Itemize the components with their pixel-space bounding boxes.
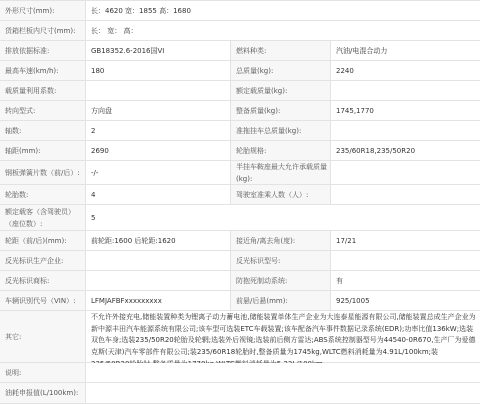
- field-value: [85, 383, 480, 403]
- field-value: 长： 宽： 高：: [85, 21, 480, 40]
- field-label: 额定载客（含驾驶员）（座位数）:: [0, 205, 85, 230]
- field-label: 最高车速(km/h):: [0, 61, 85, 80]
- field-value: [330, 121, 480, 140]
- field-value: [330, 185, 480, 204]
- field-label: 整备质量(kg):: [230, 101, 330, 120]
- table-row: [0, 311, 480, 363]
- field-label: 轮距（前/后)(mm):: [0, 231, 85, 250]
- table-row: [0, 41, 480, 61]
- table-row: [0, 101, 480, 121]
- field-label: 驾驶室准乘人数（人）:: [230, 185, 330, 204]
- field-value: 235/60R18,235/50R20: [330, 141, 480, 160]
- field-label: 说明:: [0, 363, 85, 382]
- table-row: [0, 271, 480, 291]
- field-label: 钢板弹簧片数（前/后）:: [0, 161, 85, 184]
- field-value: 不允许外接充电,储能装置种类为锂离子动力蓄电池,储能装置单体生产企业为大连泰星能源有限公司,储能装置总成生产企业为新中源丰田汽车能源系统有限公司;该车型可选装ETC车载装置;该车配备汽车事件数据记录系统(EDR);功率比值136kW;选装双色车身;选装235/50R20轮胎及轮辋;选装外后视镜;选装前后侧方雷达;ABS系统控制器型号为44540-0R670,生产厂为爱德克斯(天津)汽车零部件有限公司;装235/60R18轮胎时,整备质量为1745kg,WLTC燃料消耗量为4.91L/100km;装: [85, 311, 480, 362]
- table-row: [0, 291, 480, 311]
- field-label: 额定载质量(kg):: [230, 81, 330, 100]
- field-value: 4: [85, 185, 230, 204]
- field-label: 货箱栏板内尺寸(mm):: [0, 21, 85, 40]
- field-value: 180: [85, 61, 230, 80]
- field-label: 油耗申报值(L/100km):: [0, 383, 85, 403]
- table-row: [0, 251, 480, 271]
- table-row: [0, 61, 480, 81]
- field-value: [85, 81, 230, 100]
- field-value: [330, 161, 480, 184]
- field-label: 半挂车鞍座最大允许承载质量(kg):: [230, 161, 330, 184]
- field-value: 925/1005: [330, 291, 480, 310]
- field-label: 转向型式:: [0, 101, 85, 120]
- table-row: [0, 383, 480, 404]
- field-value: [330, 81, 480, 100]
- field-value: 有: [330, 271, 480, 290]
- field-value: 2: [85, 121, 230, 140]
- field-value: GB18352.6-2016国VI: [85, 41, 230, 60]
- field-label: 接近角/离去角(度):: [230, 231, 330, 250]
- table-row: [0, 185, 480, 205]
- field-value: 2690: [85, 141, 230, 160]
- table-row: [0, 81, 480, 101]
- field-label: 轮胎规格:: [230, 141, 330, 160]
- table-row: [0, 205, 480, 231]
- table-row: [0, 141, 480, 161]
- field-label: 反光标识型号:: [230, 251, 330, 270]
- table-row: [0, 363, 480, 383]
- field-value: 5: [85, 205, 480, 230]
- field-label: 排放依据标准:: [0, 41, 85, 60]
- field-value: [85, 251, 230, 270]
- field-label: 总质量(kg):: [230, 61, 330, 80]
- table-row: [0, 21, 480, 41]
- field-value: 前轮距:1600 后轮距:1620: [85, 231, 230, 250]
- field-value: 1745,1770: [330, 101, 480, 120]
- field-label: 准拖挂车总质量(kg):: [230, 121, 330, 140]
- field-label: 反光标识生产企业:: [0, 251, 85, 270]
- field-label: 轴数:: [0, 121, 85, 140]
- field-label: 前悬/后悬(mm):: [230, 291, 330, 310]
- field-label: 其它:: [0, 311, 85, 362]
- field-label: 燃料种类:: [230, 41, 330, 60]
- table-row: [0, 1, 480, 21]
- table-row: [0, 121, 480, 141]
- field-label: 车辆识别代号（VIN）:: [0, 291, 85, 310]
- field-label: 轮胎数:: [0, 185, 85, 204]
- field-label: 载质量利用系数:: [0, 81, 85, 100]
- field-value: 汽油/电混合动力: [330, 41, 480, 60]
- field-label: 轴距(mm):: [0, 141, 85, 160]
- field-value: 17/21: [330, 231, 480, 250]
- field-value: 长：4620 宽：1855 高：1680: [85, 1, 480, 20]
- table-row: [0, 161, 480, 185]
- field-label: 防抱死制动系统:: [230, 271, 330, 290]
- field-label: 外形尺寸(mm):: [0, 1, 85, 20]
- field-value: [85, 363, 480, 382]
- table-row: [0, 231, 480, 251]
- field-value: -/-: [85, 161, 230, 184]
- field-value: 2240: [330, 61, 480, 80]
- field-value: [85, 271, 230, 290]
- field-value: LFMJAFBFxxxxxxxxx: [85, 291, 230, 310]
- field-value: 方向盘: [85, 101, 230, 120]
- field-value: [330, 251, 480, 270]
- field-label: 反光标识商标:: [0, 271, 85, 290]
